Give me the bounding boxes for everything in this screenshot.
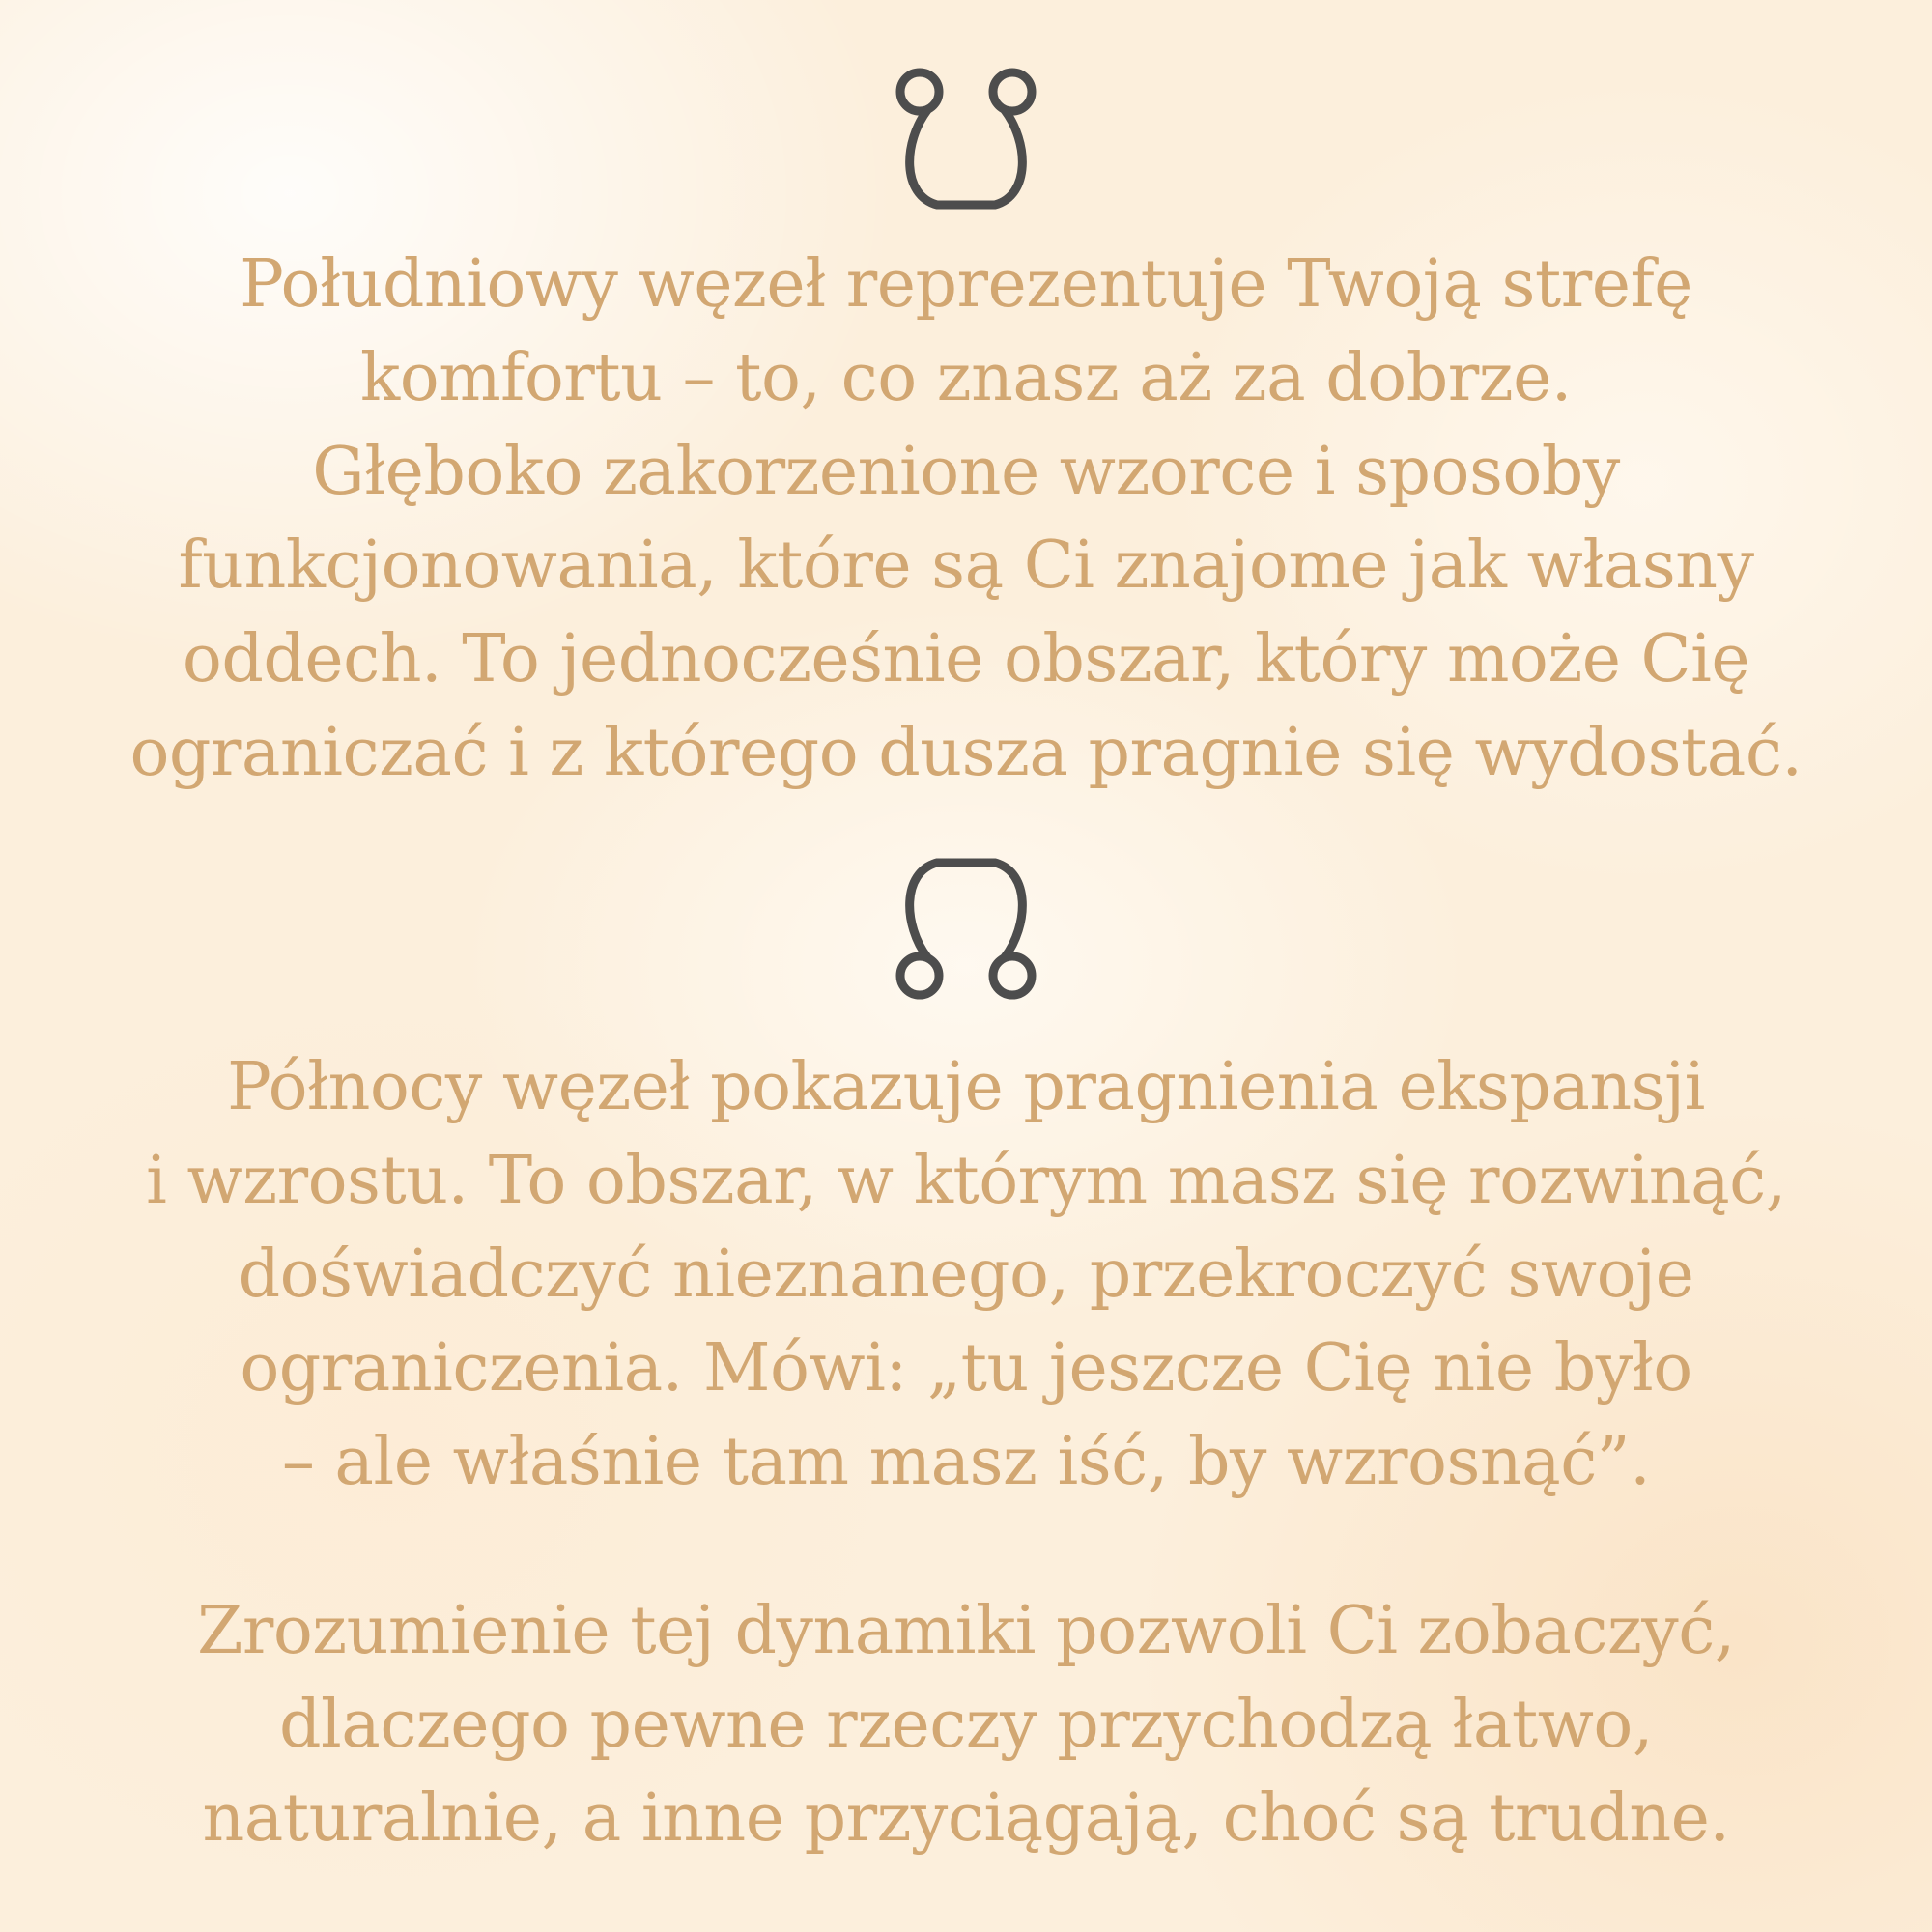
text-line: Zrozumienie tej dynamiki pozwoli Ci zobaczyć, <box>197 1593 1735 1669</box>
text-line: dlaczego pewne rzeczy przychodzą łatwo, <box>279 1687 1653 1763</box>
text-line: naturalnie, a inne przyciągają, choć są trudne. <box>202 1780 1730 1857</box>
text-line: funkcjonowania, które są Ci znajome jak własny <box>178 527 1754 604</box>
text-line: doświadczyć nieznanego, przekroczyć swoje <box>238 1236 1694 1313</box>
text-line: – ale właśnie tam masz iść, by wzrosnąć”. <box>281 1424 1651 1500</box>
text-line: ograniczać i z którego dusza pragnie się wydostać. <box>129 715 1803 791</box>
south-node-icon <box>884 60 1048 219</box>
text-line: i wzrostu. To obszar, w którym masz się rozwinąć, <box>146 1143 1786 1219</box>
text-line: oddech. To jednocześnie obszar, który może Cię <box>182 621 1750 697</box>
text-line: Południowy węzeł reprezentuje Twoją strefę <box>240 246 1692 323</box>
text-line: Północy węzeł pokazuje pragnienia ekspansji <box>227 1049 1705 1125</box>
closing-paragraph <box>97 1584 1835 1865</box>
south-node-description <box>97 238 1835 800</box>
text-line: komfortu – to, co znasz aż za dobrze. <box>360 340 1572 416</box>
text-line: ograniczenia. Mówi: „tu jeszcze Cię nie było <box>240 1330 1692 1406</box>
north-node-description <box>97 1040 1835 1509</box>
north-node-icon <box>884 848 1048 1008</box>
text-line: Głęboko zakorzenione wzorce i sposoby <box>312 434 1620 510</box>
